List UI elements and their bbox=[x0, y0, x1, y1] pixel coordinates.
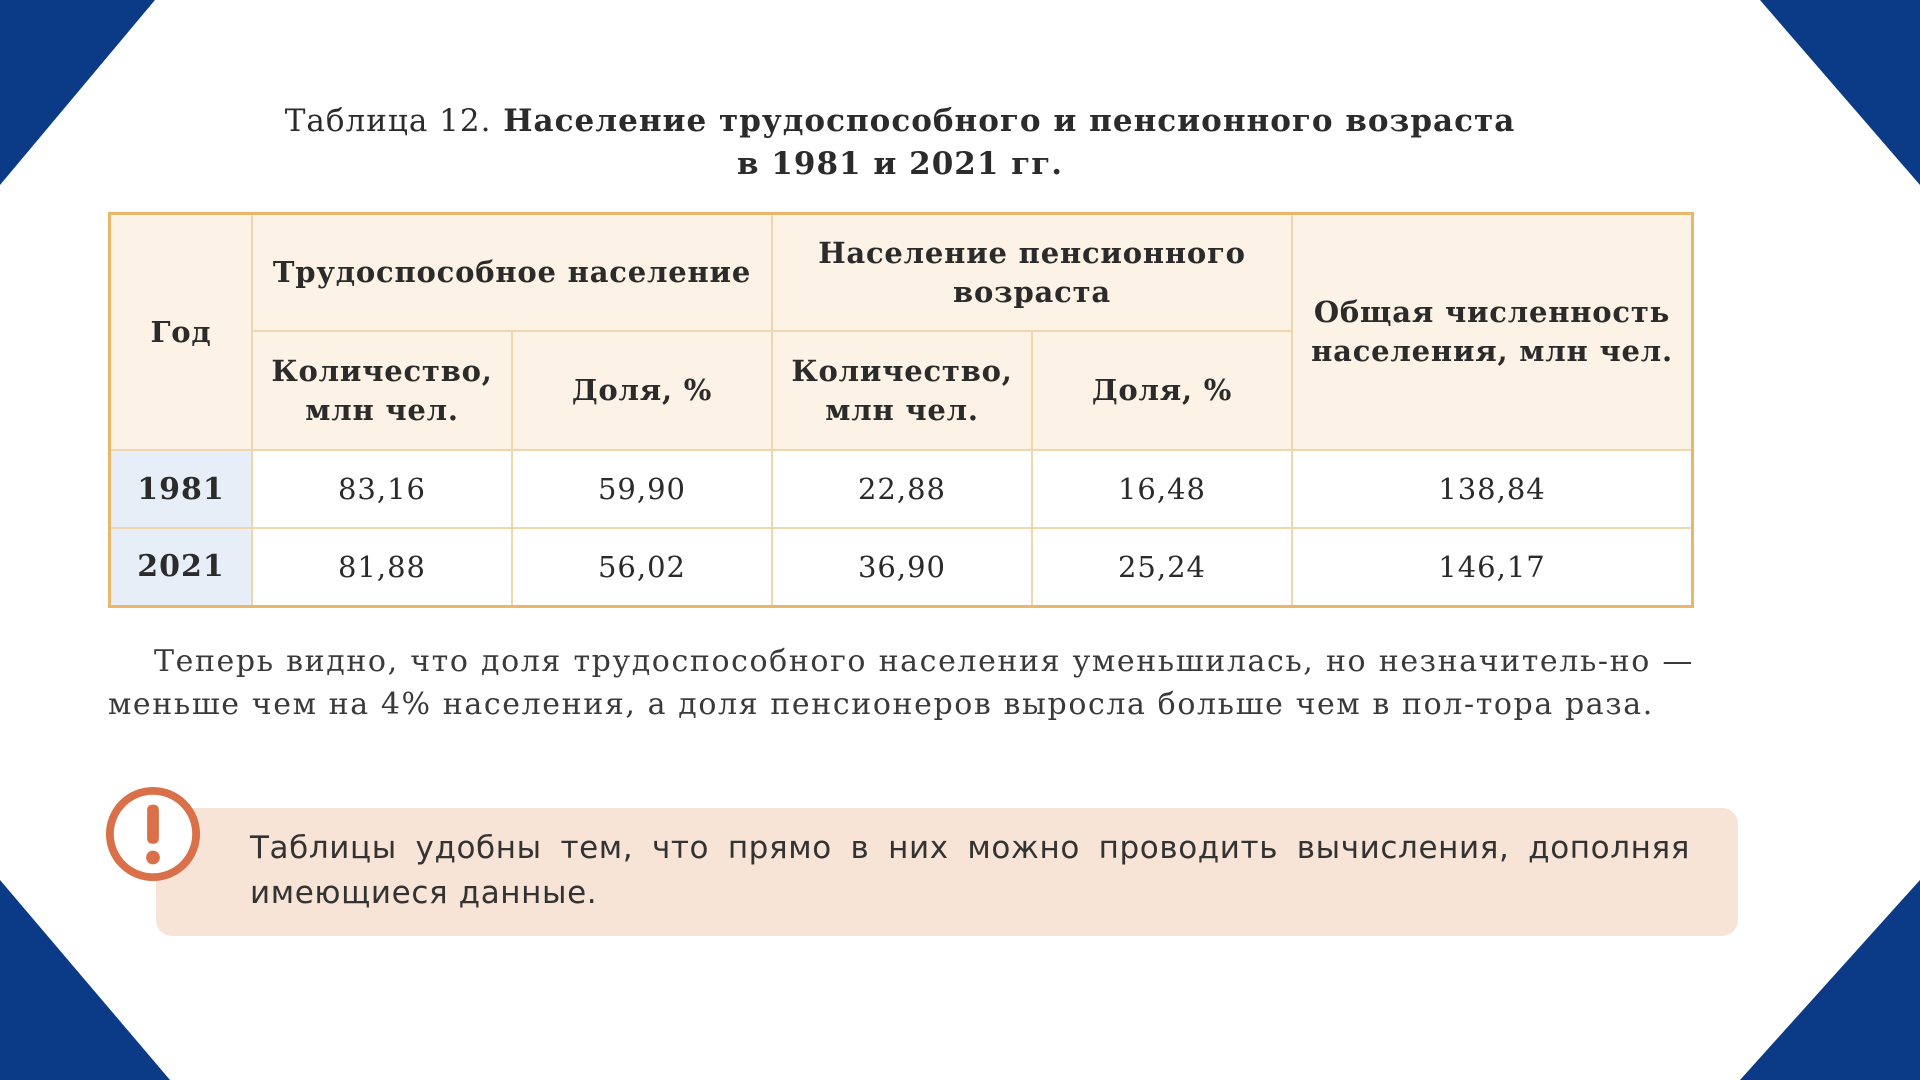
table-caption-line-2: в 1981 и 2021 гг. bbox=[736, 146, 1064, 182]
header-working-quantity: Количество, млн чел. bbox=[252, 331, 512, 450]
table-caption-line-1 bbox=[180, 100, 1620, 143]
table-row bbox=[110, 450, 1693, 528]
paragraph-text: Теперь видно, что доля трудоспособного населения уменьшилась, но незначитель-но — меньше чем на 4% населения, а доля пенсионеров выросла больше чем в пол-тора раза. bbox=[108, 644, 1694, 722]
cell-pension-quantity: 36,90 bbox=[772, 528, 1032, 606]
header-working-population: Трудоспособное население bbox=[252, 214, 772, 332]
corner-decoration-top-right bbox=[1760, 0, 1920, 185]
cell-working-share: 56,02 bbox=[512, 528, 772, 606]
cell-working-share: 59,90 bbox=[512, 450, 772, 528]
table-number: Таблица 12. bbox=[284, 103, 492, 139]
cell-year: 1981 bbox=[110, 450, 253, 528]
header-year: Год bbox=[110, 214, 253, 451]
cell-pension-share: 25,24 bbox=[1032, 528, 1292, 606]
cell-working-quantity: 83,16 bbox=[252, 450, 512, 528]
population-table bbox=[108, 212, 1694, 608]
corner-decoration-bottom-right bbox=[1740, 880, 1920, 1080]
cell-pension-quantity: 22,88 bbox=[772, 450, 1032, 528]
header-working-share: Доля, % bbox=[512, 331, 772, 450]
table-caption bbox=[180, 100, 1620, 186]
table-title: Население трудоспособного и пенсионного возраста bbox=[503, 103, 1516, 139]
explanation-paragraph bbox=[108, 640, 1694, 726]
table-row bbox=[110, 528, 1693, 606]
cell-total: 146,17 bbox=[1292, 528, 1693, 606]
note-text: Таблицы удобны тем, что прямо в них можно проводить вычисления, дополняя имеющиеся данные. bbox=[250, 830, 1690, 911]
header-total-population: Общая численность населения, млн чел. bbox=[1292, 214, 1693, 451]
cell-total: 138,84 bbox=[1292, 450, 1693, 528]
cell-working-quantity: 81,88 bbox=[252, 528, 512, 606]
corner-decoration-bottom-left bbox=[0, 880, 170, 1080]
corner-decoration-top-left bbox=[0, 0, 155, 185]
header-pension-share: Доля, % bbox=[1032, 331, 1292, 450]
header-pension-quantity: Количество, млн чел. bbox=[772, 331, 1032, 450]
cell-year: 2021 bbox=[110, 528, 253, 606]
header-pension-population: Население пенсионного возраста bbox=[772, 214, 1292, 332]
exclamation-circle-icon bbox=[104, 785, 202, 883]
cell-pension-share: 16,48 bbox=[1032, 450, 1292, 528]
